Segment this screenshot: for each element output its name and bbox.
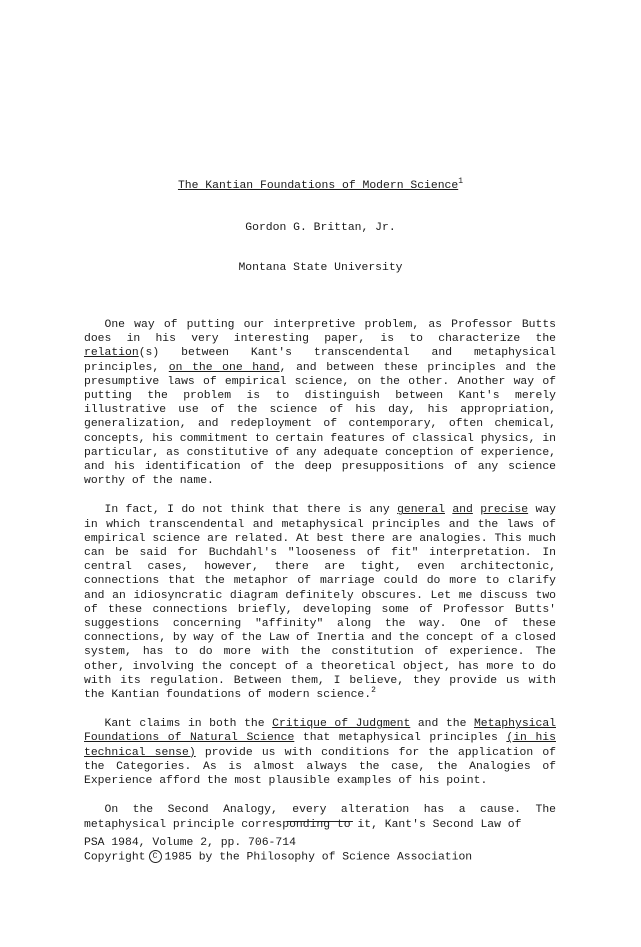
paragraph-4: On the Second Analogy, every alteration has a cause. The metaphysical principle corresponding to it, Kant's Second Law of [84, 804, 556, 831]
p3-title-critique: Critique of Judgment [272, 718, 411, 731]
p2-text-g: way in which transcendental and metaphysical principles and the laws of empirical science are related. At best there are analogies. This much can be said for Buchdahl's "looseness of fit" interpretation. In central cases, however, there are tight, even architectonic, connections that the metaphor of marriage could do more to clarify and an idiosyncratic diagram definitely obscures. Let me discuss two of these connections briefly, developing some of Professor Butts' suggestions concerning "affinity" along the way. One of these connections, by way of the Law of Inertia and the concept of a closed system, has to do more with the constitution of experience. The other, involving the concept of a theoretical object, has more to do with its regulation. Between them, I believe, they provide us with the Kantian foundations of modern science. [84, 504, 557, 702]
footnote-marker-2: 2 [371, 686, 376, 696]
copyright-line [84, 850, 472, 865]
paragraph-2 [84, 503, 556, 702]
p1-text-e: , and between these principles and the presumptive laws of empirical science, on the other. Another way of putting the problem is to distinguish between Kant's merely illustrative use of the science of his day, his appropriation, generalization, and redeployment of contemporary, often chemical, concepts, his commitment to certain features of classical physics, in particular, as constitutive of any adequate conception of experience, and his identification of the deep presuppositions of any science worthy of the name. [84, 361, 556, 488]
paragraph-1 [84, 318, 556, 488]
p2-emphasis-general: general [397, 504, 445, 517]
p3-emphasis-technical: (in his technical sense) [84, 732, 556, 759]
citation-line: PSA 1984, Volume 2, pp. 706-714 [84, 837, 296, 849]
page-footer [84, 836, 472, 865]
title-footnote-marker: 1 [458, 177, 464, 186]
p1-emphasis-relation: relation [84, 347, 139, 360]
body-text [84, 318, 556, 847]
author-name: Gordon G. Brittan, Jr. [245, 222, 396, 234]
author-affiliation: Montana State University [238, 262, 403, 274]
p1-emphasis-one-hand: on the one hand [168, 361, 280, 374]
paper-title [0, 177, 641, 192]
paragraph-3 [84, 717, 556, 788]
p3-text-e: that metaphysical principles [294, 732, 507, 745]
copyright-icon: C [149, 850, 162, 863]
copyright-word: Copyright [84, 851, 146, 864]
p3-text-c: and the [410, 718, 474, 731]
footnote-divider [287, 821, 353, 822]
p2-emphasis-precise: precise [480, 504, 529, 517]
copyright-text: 1985 by the Philosophy of Science Association [164, 851, 473, 864]
p2-text-a: In fact, I do not think that there is any [104, 504, 398, 517]
p1-text-c: (s) between Kant's transcendental and metaphysical principles, [84, 347, 556, 374]
p1-text-a: One way of putting our interpretive problem, as Professor Butts does in his very interesting paper, is to characterize the [84, 319, 556, 346]
p3-text-g: provide us with conditions for the application of the Categories. As is almost always the case, the Analogies of Experience afford the most plausible examples of his point. [84, 746, 556, 788]
paper-title-text: The Kantian Foundations of Modern Science [177, 180, 459, 192]
p2-emphasis-and: and [452, 504, 473, 517]
p3-title-metaphysical-foundations: Metaphysical Foundations of Natural Science [84, 718, 556, 745]
p3-text-a: Kant claims in both the [104, 718, 273, 731]
